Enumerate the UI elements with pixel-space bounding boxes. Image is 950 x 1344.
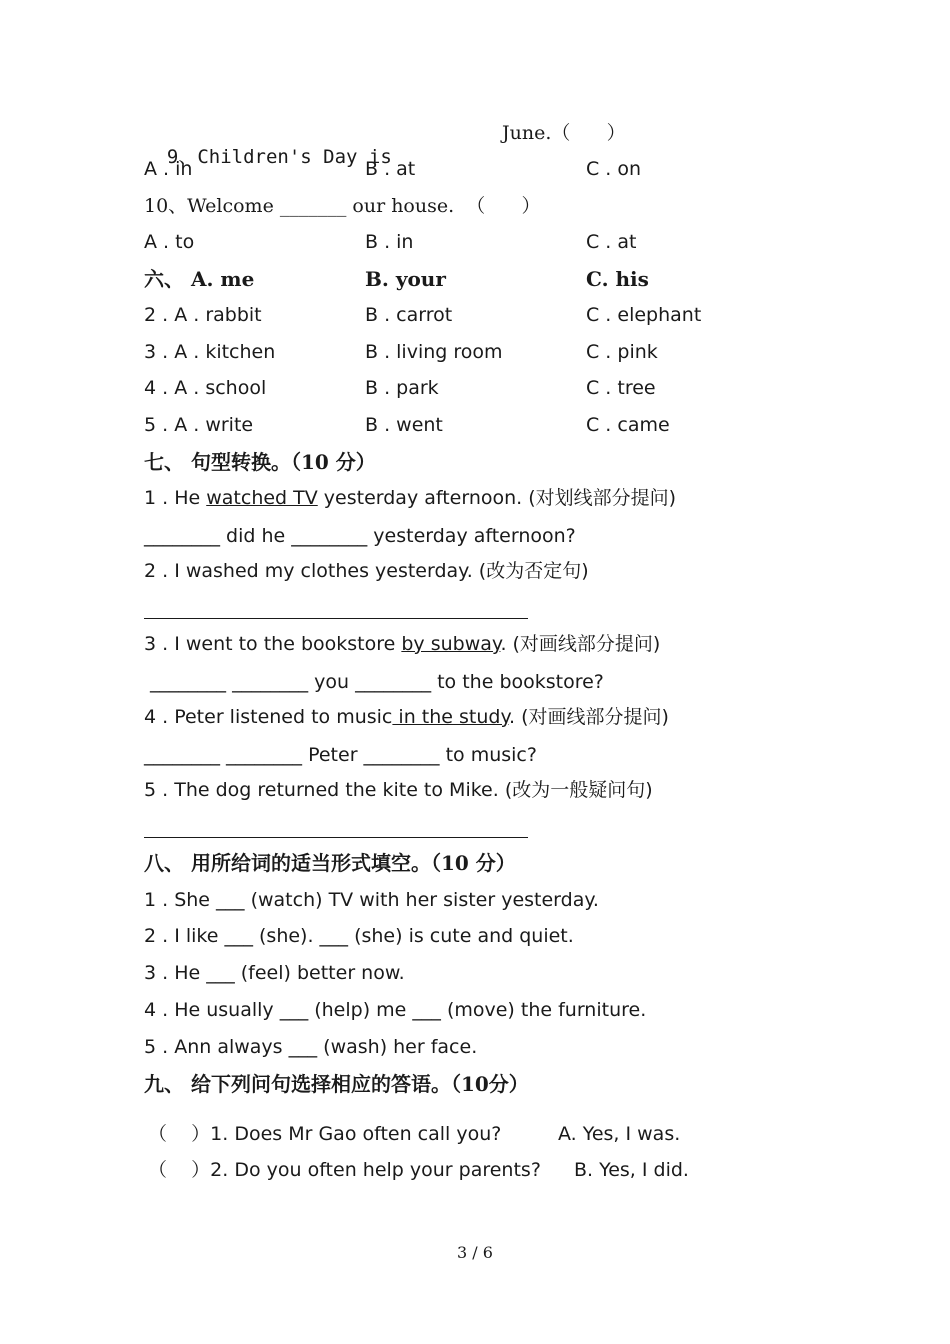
s7-q1-answer: ________ did he ________ yesterday afternoon? — [144, 525, 576, 547]
q9-stem-post: June.（ ） — [502, 122, 626, 144]
s8-item-3: 3 . He ___ (feel) better now. — [144, 962, 405, 984]
s6-row2-a: 2 . A . rabbit — [144, 304, 262, 326]
s8-item-2: 2 . I like ___ (she). ___ (she) is cute and quiet. — [144, 925, 574, 947]
page-number: 3 / 6 — [457, 1243, 493, 1262]
s8-item-1: 1 . She ___ (watch) TV with her sister yesterday. — [144, 889, 599, 911]
s8-item-5: 5 . Ann always ___ (wash) her face. — [144, 1036, 478, 1058]
s9-a2: B. Yes, I did. — [574, 1159, 689, 1181]
s7-q3-answer: ________ ________ you ________ to the bookstore? — [144, 671, 604, 693]
s7-q3 — [144, 632, 660, 656]
s7-q5-answer-line — [144, 837, 528, 838]
s7-q2: 2 . I washed my clothes yesterday. (改为否定句) — [144, 560, 589, 582]
q9-option-b: B . at — [365, 158, 416, 180]
s6-row5-b: B . went — [365, 414, 443, 436]
s7-q1-pre: 1 . He — [144, 487, 207, 509]
q9-option-a: A . in — [144, 158, 193, 180]
q10-stem: 10、Welcome _______ our house. （ ） — [144, 195, 541, 217]
q10-option-a: A . to — [144, 231, 195, 253]
section8-heading: 八、 用所给词的适当形式填空。（10 分） — [144, 851, 516, 875]
s7-q1-underlined: watched TV — [206, 487, 318, 509]
s7-q3-pre: 3 . I went to the bookstore — [144, 633, 402, 655]
s7-q2-answer-line — [144, 618, 528, 619]
q10-option-b: B . in — [365, 231, 414, 253]
section9-heading: 九、 给下列问句选择相应的答语。（10分） — [144, 1072, 529, 1096]
s6-row3-a: 3 . A . kitchen — [144, 341, 276, 363]
s6-option-b: B. your — [365, 267, 446, 291]
s7-q4-answer: ________ ________ Peter ________ to music? — [144, 744, 537, 766]
q9-stem-pre: 9、Children's Day is — [166, 146, 392, 168]
q9-option-c: C . on — [586, 158, 642, 180]
s7-q3-post: . (对画线部分提问) — [500, 633, 661, 655]
s6-row5-c: C . came — [586, 414, 670, 436]
s7-q5: 5 . The dog returned the kite to Mike. (改为一般疑问句) — [144, 779, 653, 801]
s6-row2-b: B . carrot — [365, 304, 453, 326]
s6-option-a: 六、 A. me — [144, 267, 255, 291]
s8-item-4: 4 . He usually ___ (help) me ___ (move) the furniture. — [144, 999, 647, 1021]
s6-option-c: C. his — [586, 267, 649, 291]
s6-row4-a: 4 . A . school — [144, 377, 267, 399]
s7-q4-underlined: in the study — [392, 706, 509, 728]
s7-q1-post: yesterday afternoon. (对划线部分提问) — [317, 487, 677, 509]
section7-heading: 七、 句型转换。（10 分） — [144, 450, 376, 474]
s9-q2: （ ）2. Do you often help your parents? — [148, 1159, 541, 1181]
s6-row5-a: 5 . A . write — [144, 414, 254, 436]
s7-q4-post: . (对画线部分提问) — [509, 706, 669, 728]
s6-row2-c: C . elephant — [586, 304, 702, 326]
s6-row4-b: B . park — [365, 377, 439, 399]
s9-a1: A. Yes, I was. — [558, 1123, 681, 1145]
s7-q3-underlined: by subway — [401, 633, 501, 655]
s6-row3-b: B . living room — [365, 341, 503, 363]
s7-q1 — [144, 486, 676, 510]
s9-q1: （ ）1. Does Mr Gao often call you? — [148, 1123, 502, 1145]
q10-option-c: C . at — [586, 231, 637, 253]
s6-row4-c: C . tree — [586, 377, 656, 399]
s6-row3-c: C . pink — [586, 341, 658, 363]
s7-q4-pre: 4 . Peter listened to music — [144, 706, 393, 728]
s7-q4 — [144, 705, 669, 729]
